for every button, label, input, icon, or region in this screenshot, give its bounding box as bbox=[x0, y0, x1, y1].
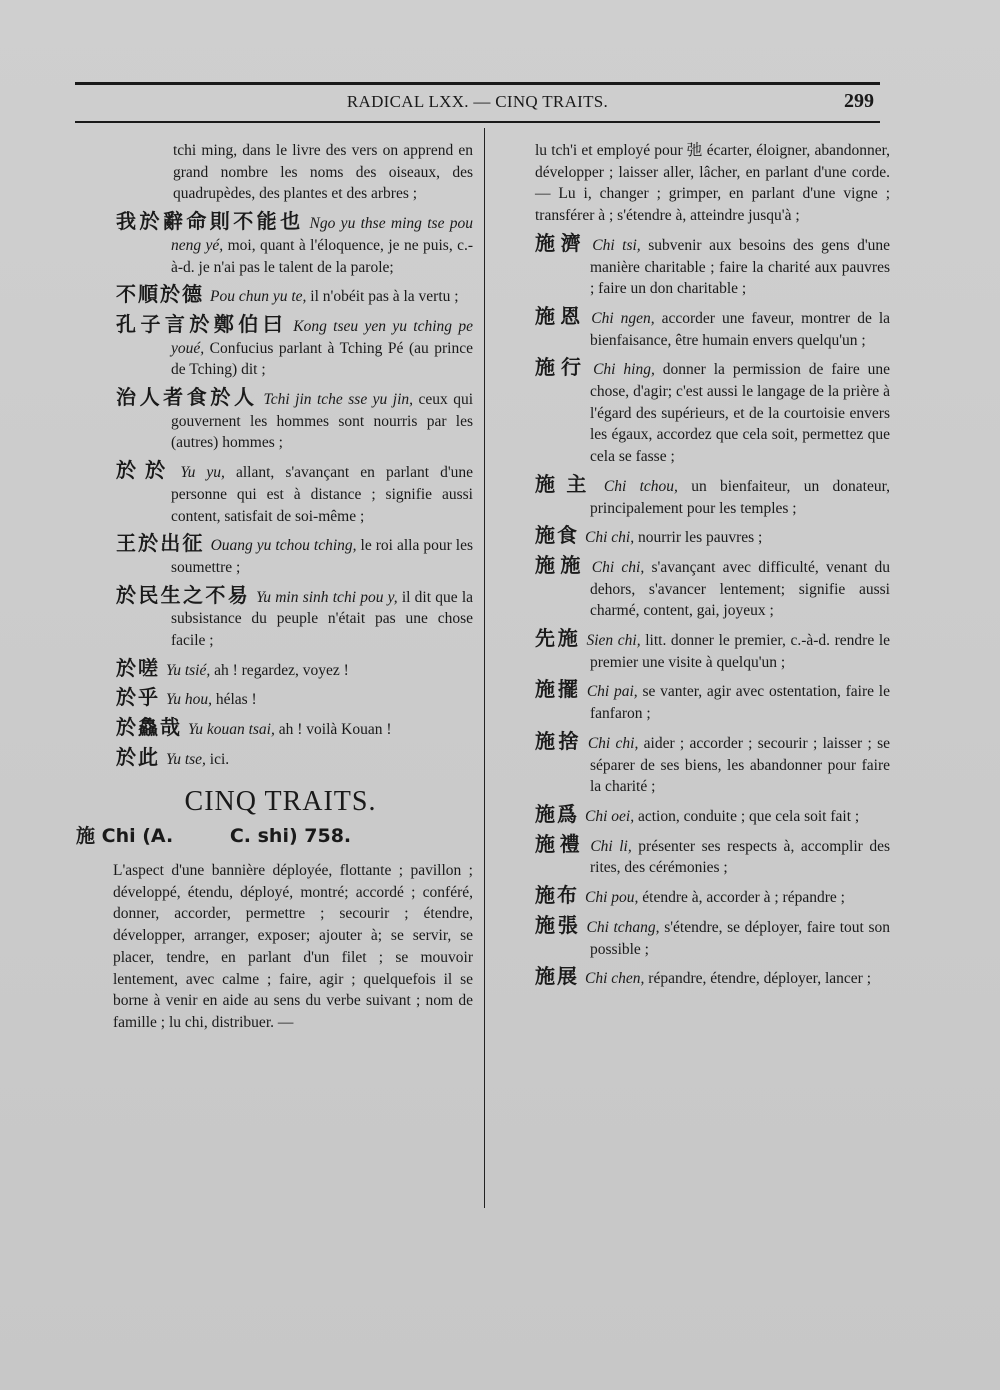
list-item: 施禮 Chi li, présenter ses respects à, accomplir des rites, des cérémonies ; bbox=[535, 831, 891, 877]
left-column bbox=[76, 140, 474, 1034]
right-column bbox=[535, 140, 890, 996]
list-item: 施爲 Chi oei, action, conduite ; que cela soit fait ; bbox=[535, 801, 860, 826]
list-item: 先施 Sien chi, litt. donner le premier, c.-à-d. rendre le premier une visite à quelqu'un ; bbox=[535, 626, 891, 671]
continuation-text: tchi ming, dans le livre des vers on apprend en grand nombre les noms des oiseaux, des quadrupèdes, des plantes et des arbres ; bbox=[173, 142, 473, 203]
section-title: CINQ TRAITS. bbox=[184, 785, 377, 817]
key-reading-a: Chi (A. bbox=[101, 825, 174, 848]
list-item: 施展 Chi chen, répandre, étendre, déployer, lancer ; bbox=[535, 964, 871, 989]
key-reading-c: C. shi) 758. bbox=[229, 825, 352, 848]
header-title: RADICAL LXX. — CINQ TRAITS. bbox=[346, 92, 609, 111]
list-item: 施行 Chi hing, donner la permission de faire une chose, d'agir; c'est aussi le langage de la prière à l'égard des supérieurs, et de la courtoisie envers les égaux, accordez que cela soit, permettez que cela se fasse ; bbox=[535, 355, 891, 466]
character-heading bbox=[76, 826, 473, 848]
list-item: 於於 Yu yu, allant, s'avançant en parlant d'une personne qui est à distance ; signifie aussi content, satisfait de soi-même ; bbox=[116, 458, 473, 525]
list-item: 於鱻哉 Yu kouan tsai, ah ! voilà Kouan ! bbox=[116, 715, 392, 740]
list-item: 施布 Chi pou, étendre à, accorder à ; répandre ; bbox=[535, 883, 845, 908]
key-character: 施 bbox=[76, 825, 96, 848]
running-header bbox=[75, 88, 880, 118]
list-item: 施主 Chi tchou, un bienfaiteur, un donateur, principalement pour les temples ; bbox=[535, 471, 890, 517]
page-number: 299 bbox=[844, 90, 874, 112]
list-item: 於此 Yu tse, ici. bbox=[116, 744, 230, 769]
list-item: 施濟 Chi tsi, subvenir aux besoins des gens d'une manière charitable ; faire la charité aux pauvres ; faire un don charitable ; bbox=[535, 230, 890, 298]
list-item: 王於出征 Ouang yu tchou tching, le roi alla pour les soumettre ; bbox=[116, 531, 474, 576]
header-rule bbox=[75, 121, 880, 123]
list-item: 施食 Chi chi, nourrir les pauvres ; bbox=[535, 523, 763, 548]
list-item: 施擺 Chi pai, se vanter, agir avec ostentation, faire le fanfaron ; bbox=[535, 677, 890, 723]
top-rule bbox=[75, 82, 880, 85]
definition-paragraph: L'aspect d'une bannière déployée, flottante ; pavillon ; développé, étendu, déployé, montré; accordé ; conféré, donner, accorder, permettre ; secourir ; étendre, développer, arranger, exposer; ajouter à; se servir, se placer, tendre, en parlant d'un filet ; se mouvoir lentement, avec calme ; faire, agir ; quelquefois il se borne à venir en aide au sens du verbe suivant ; nom de famille ; lu chi, distribuer. — bbox=[113, 861, 473, 1031]
list-item: 我於辭命則不能也 Ngo yu thse ming tse pou neng yé, moi, quant à l'éloquence, je ne puis, c.-à-d. je n'ai pas le talent de la parole; bbox=[116, 209, 474, 276]
list-item: 於乎 Yu hou, hélas ! bbox=[116, 685, 257, 710]
list-item: 施恩 Chi ngen, accorder une faveur, montrer de la bienfaisance, être humain envers quelqu'un ; bbox=[535, 303, 891, 349]
column-divider bbox=[484, 128, 485, 1208]
list-item: 治人者食於人 Tchi jin tche sse yu jin, ceux qui gouvernent les hommes sont nourris par les (autres) hommes ; bbox=[116, 385, 473, 452]
list-item: 孔子言於鄭伯曰 Kong tseu yen yu tching pe youé, Confucius parlant à Tching Pé (au prince de Tching) dit ; bbox=[116, 311, 474, 379]
list-item: 施張 Chi tchang, s'étendre, se déployer, faire tout son possible ; bbox=[535, 912, 891, 958]
list-item: 不順於德 Pou chun yu te, il n'obéit pas à la vertu ; bbox=[116, 282, 459, 307]
list-item: 於嗟 Yu tsié, ah ! regardez, voyez ! bbox=[116, 655, 349, 680]
list-item: 於民生之不易 Yu min sinh tchi pou y, il dit que la subsistance du peuple n'était pas une chose facile ; bbox=[116, 582, 474, 650]
list-item: 施捨 Chi chi, aider ; accorder ; secourir ; laisser ; se séparer de ses biens, les abandonner pour faire la charité ; bbox=[535, 728, 890, 796]
list-item: 施施 Chi chi, s'avançant avec difficulté, venant du dehors, s'avancer lentement; signifie aussi charmé, content, gai, joyeux ; bbox=[535, 552, 891, 620]
continuation-text: lu tch'i et employé pour 弛 écarter, éloigner, abandonner, développer ; laisser aller, lâcher, en parlant d'une corde. — Lu i, changer ; grimper, en parlant d'une vigne ; transférer à ; s'étendre à, atteindre jusqu'à ; bbox=[535, 142, 890, 225]
